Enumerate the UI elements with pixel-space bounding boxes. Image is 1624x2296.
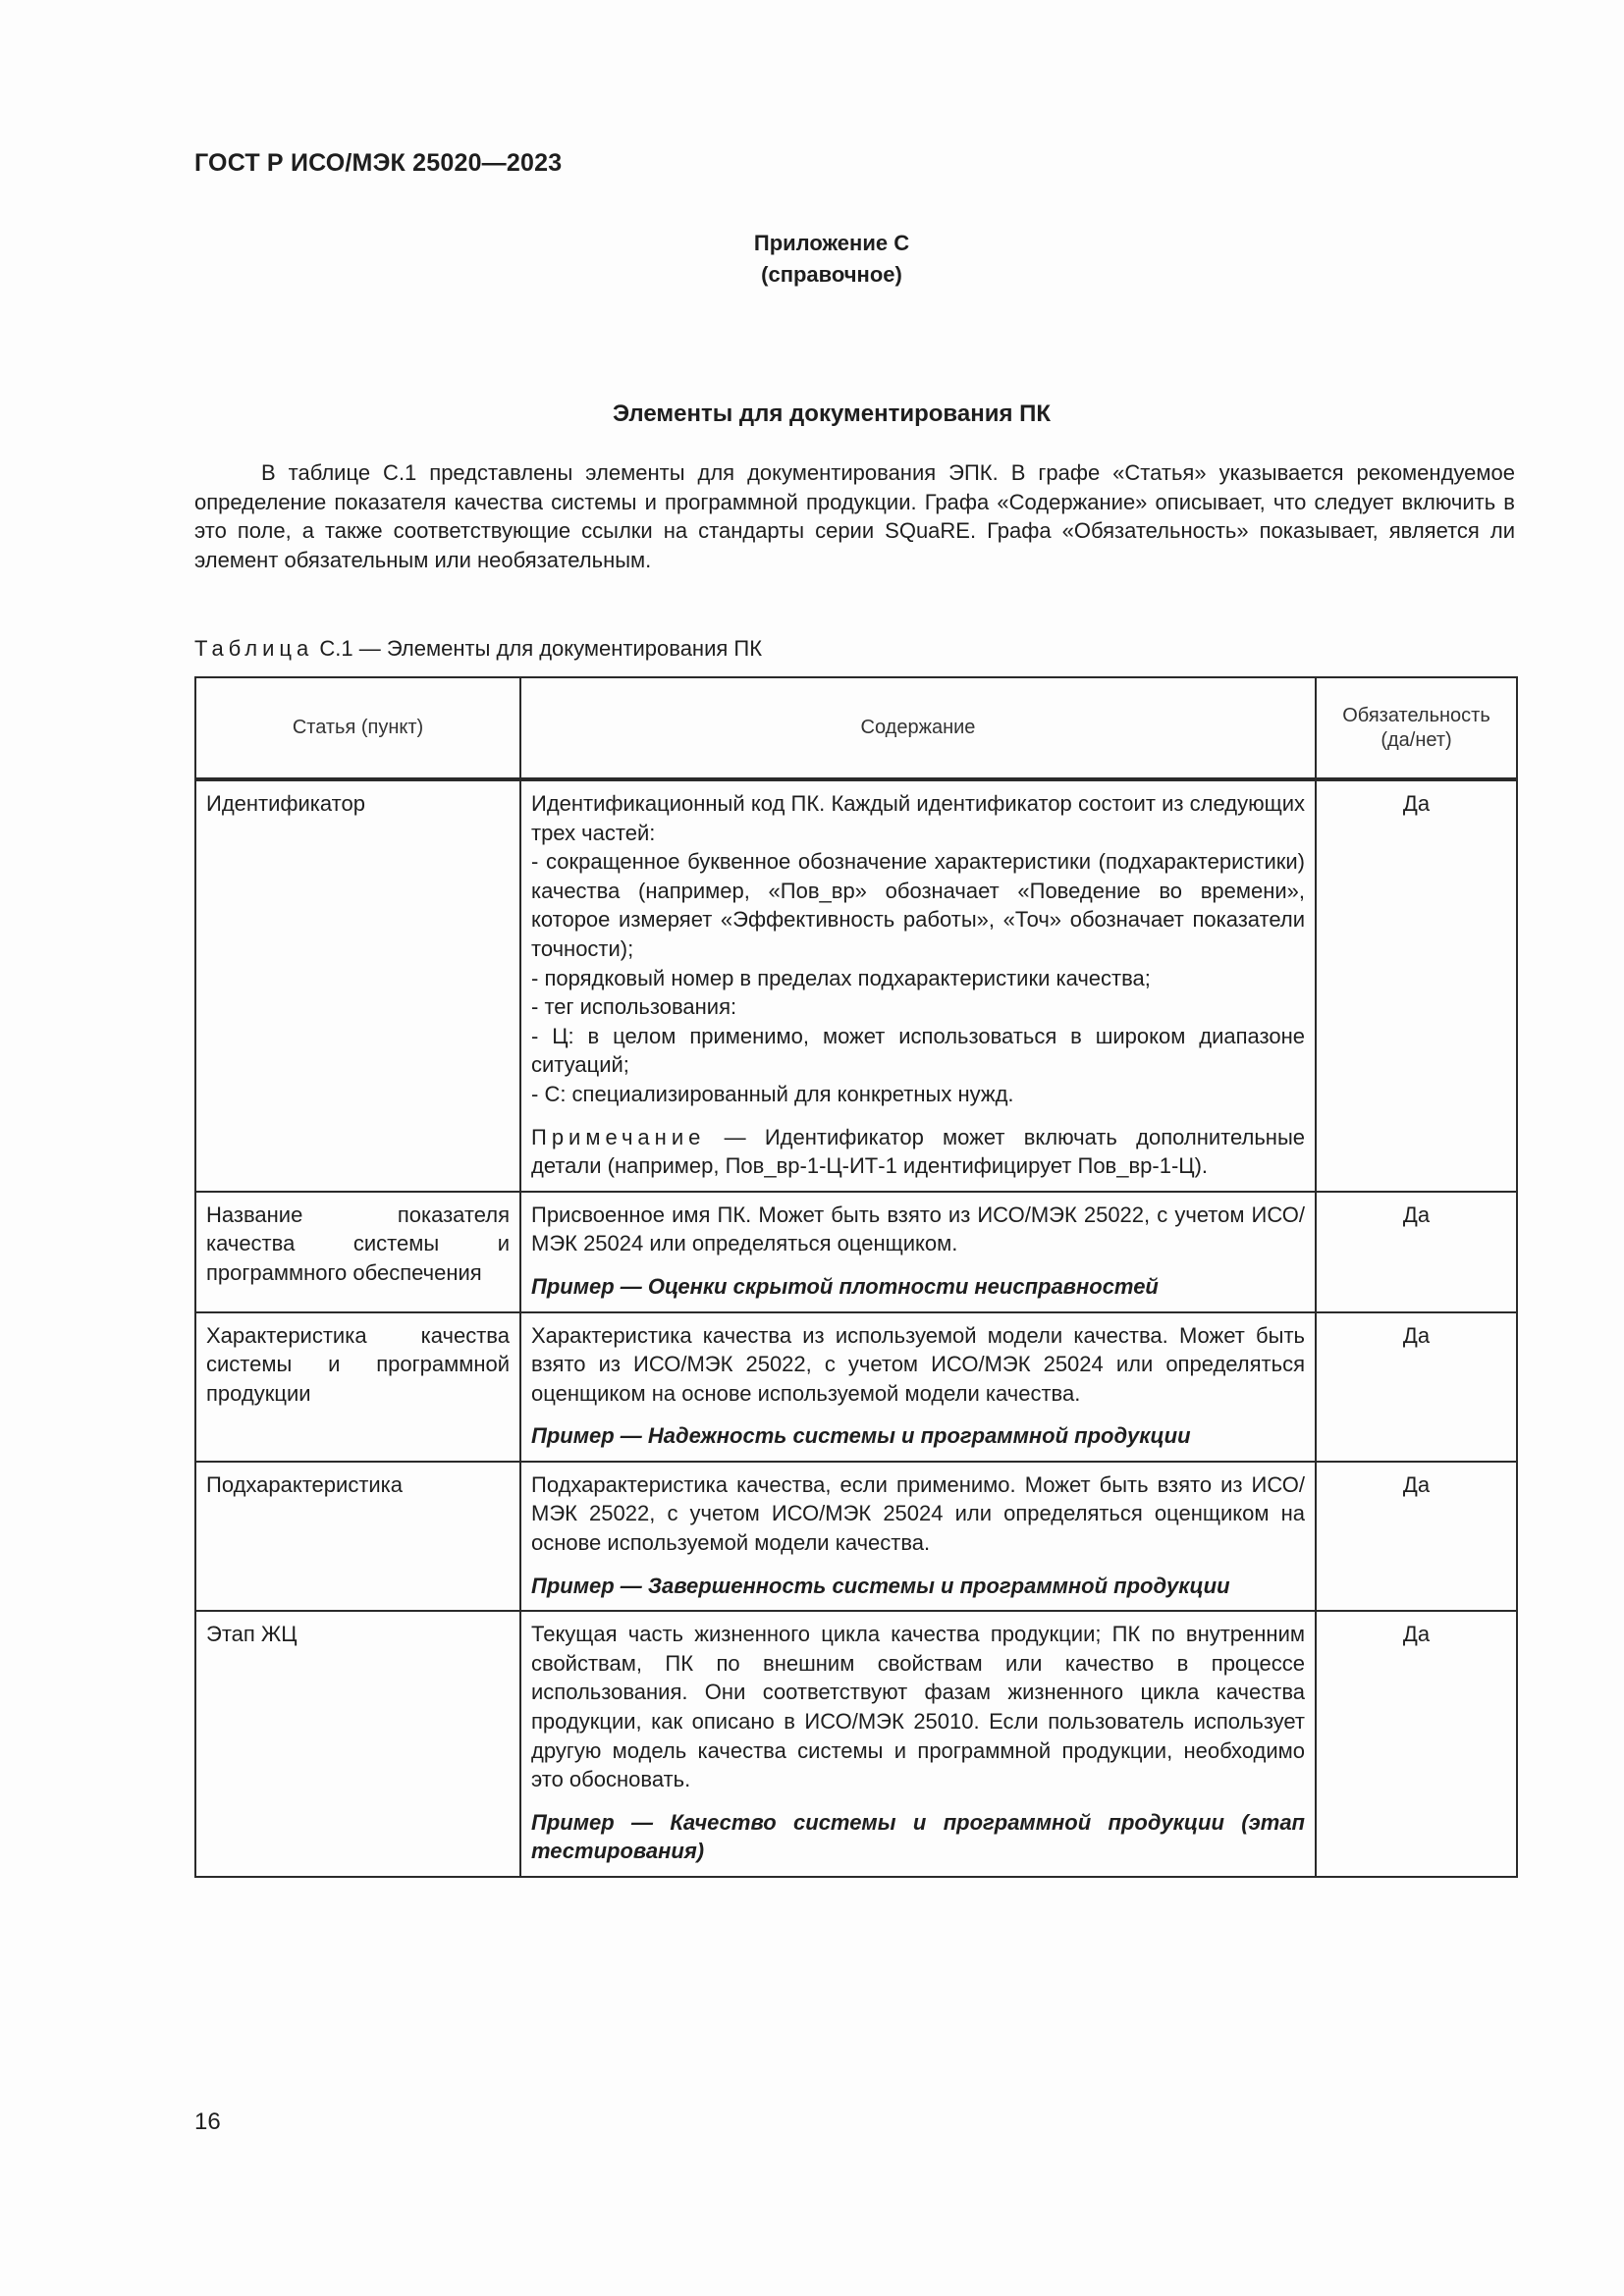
row-article: Подхарактеристика bbox=[195, 1462, 520, 1611]
row-content bbox=[520, 1462, 1316, 1611]
appendix-heading bbox=[0, 228, 1624, 291]
row-note bbox=[531, 1123, 1305, 1181]
row-mandatory: Да bbox=[1316, 1462, 1517, 1611]
table-caption bbox=[194, 636, 762, 662]
row-example: Пример — Оценки скрытой плотности неисправностей bbox=[531, 1273, 1159, 1299]
intro-paragraph: В таблице С.1 представлены элементы для документирования ЭПК. В графе «Статья» указывается рекомендуемое определение показателя качества системы и программной продукции. Графа «Содержание» описывает, что следует включить в это поле, а также соответствующие ссылки на стандарты серии SQuaRE. Графа «Обязательность» показывает, является ли элемент обязательным или необязательным. bbox=[194, 460, 1515, 573]
table-row bbox=[195, 1312, 1517, 1462]
header-mandatory-line1: Обязательность bbox=[1342, 704, 1490, 726]
row-content bbox=[520, 1611, 1316, 1877]
header-mandatory bbox=[1316, 677, 1517, 779]
page-number: 16 bbox=[194, 2109, 221, 2135]
header-content: Содержание bbox=[520, 677, 1316, 779]
header-article: Статья (пункт) bbox=[195, 677, 520, 779]
document-header: ГОСТ Р ИСО/МЭК 25020—2023 bbox=[194, 149, 563, 177]
section-title: Элементы для документирования ПК bbox=[612, 400, 1052, 427]
content-text: Текущая часть жизненного цикла качества продукции; ПК по внутренним свойствам, ПК по внешним свойствам или качество в процессе использования. Они соответствуют фазам жизненного цикла качества продукции, как описано в ИСО/МЭК 25010. Если пользователь использует другую модель качества системы и программной продукции, необходимо это обосновать. bbox=[531, 1622, 1305, 1792]
row-article: Характеристика качества системы и программной продукции bbox=[195, 1312, 520, 1462]
table-row bbox=[195, 1611, 1517, 1877]
content-text: Присвоенное имя ПК. Может быть взято из ИСО/МЭК 25022, с учетом ИСО/МЭК 25024 или определяться оценщиком. bbox=[531, 1201, 1305, 1256]
row-example: Пример — Завершенность системы и программной продукции bbox=[531, 1573, 1230, 1598]
content-line: - Ц: в целом применимо, может использоваться в широком диапазоне ситуаций; bbox=[531, 1023, 1305, 1078]
row-content bbox=[520, 779, 1316, 1192]
row-mandatory: Да bbox=[1316, 1192, 1517, 1312]
row-mandatory: Да bbox=[1316, 1312, 1517, 1462]
appendix-subtitle: (справочное) bbox=[761, 262, 902, 287]
row-content bbox=[520, 1192, 1316, 1312]
content-line: - С: специализированный для конкретных нужд. bbox=[531, 1081, 1014, 1106]
note-text: — Идентификатор может включать дополнительные детали (например, Пов_вр-1-Ц-ИТ-1 идентифицирует Пов_вр-1-Ц). bbox=[531, 1124, 1305, 1179]
table-row bbox=[195, 1192, 1517, 1312]
content-text: Подхарактеристика качества, если применимо. Может быть взято из ИСО/МЭК 25022, с учетом ИСО/МЭК 25024 или определяться оценщиком на основе используемой модели качества. bbox=[531, 1471, 1305, 1556]
row-mandatory: Да bbox=[1316, 779, 1517, 1192]
content-text: Характеристика качества из используемой модели качества. Может быть взято из ИСО/МЭК 25022, с учетом ИСО/МЭК 25024 или определяться оценщиком на основе используемой модели качества. bbox=[531, 1322, 1305, 1406]
header-mandatory-line2: (да/нет) bbox=[1380, 728, 1452, 751]
content-line: - сокращенное буквенное обозначение характеристики (подхарактеристики) качества (например, «Пов_вр» обозначает «Поведение во времени», которое измеряет «Эффективность работы», «Точ» обозначает показатели точности); bbox=[531, 849, 1305, 961]
table-row bbox=[195, 779, 1517, 1192]
appendix-title: Приложение С bbox=[753, 231, 910, 255]
row-mandatory: Да bbox=[1316, 1611, 1517, 1877]
row-example: Пример — Надежность системы и программной продукции bbox=[531, 1423, 1191, 1449]
content-line: Идентификационный код ПК. Каждый идентификатор состоит из следующих трех частей: bbox=[531, 791, 1305, 845]
row-article: Этап ЖЦ bbox=[195, 1611, 520, 1877]
table-header-row bbox=[195, 677, 1517, 779]
row-content bbox=[520, 1312, 1316, 1462]
content-line: - порядковый номер в пределах подхарактеристики качества; bbox=[531, 965, 1151, 990]
content-line: - тег использования: bbox=[531, 994, 737, 1020]
elements-table bbox=[194, 676, 1518, 1878]
table-caption-text: С.1 — Элементы для документирования ПК bbox=[319, 636, 763, 661]
row-article: Идентификатор bbox=[195, 779, 520, 1192]
table-row bbox=[195, 1462, 1517, 1611]
note-label: Примечание bbox=[531, 1124, 706, 1149]
row-example: Пример — Качество системы и программной продукции (этап тестирования) bbox=[531, 1809, 1305, 1864]
table-caption-label: Таблица bbox=[194, 636, 314, 661]
row-article: Название показателя качества системы и программного обеспечения bbox=[195, 1192, 520, 1312]
